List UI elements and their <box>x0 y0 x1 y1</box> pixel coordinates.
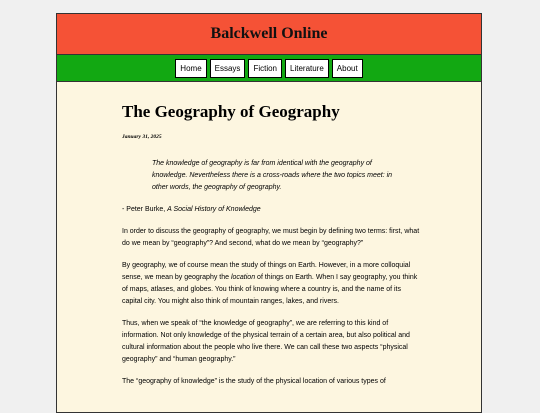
paragraph-3: Thus, when we speak of “the knowledge of geography”, we are referring to this kind of information. Not only knowledge of the physical terrain of a certain area, but also political and cultural information about the people who live there. We can call these two aspects “physical geography” and “human geography.” <box>122 320 410 363</box>
paragraph-2-part-b: of things on Earth. When I say geography, you think of maps, atlases, and globes. You think of knowing where a country is, and the name of its capital city. You might also think of mountain ranges, lakes, and rivers. <box>122 274 418 305</box>
nav-literature-link[interactable]: Literature <box>285 59 329 78</box>
paragraph-2-emphasis: location <box>230 274 256 281</box>
site-title: Balckwell Online <box>210 25 328 42</box>
article-date: January 31, 2025 <box>122 134 162 140</box>
attribution-book-title: A Social History of Knowledge <box>167 206 261 213</box>
paragraph-4: The “geography of knowledge” is the study of the physical location of various types of <box>122 378 386 385</box>
paragraph-2-part-a: By geography, we of course mean the study of things on Earth. However, in a more colloquial sense, we mean by geography the <box>122 262 411 281</box>
quote-attribution <box>122 204 422 216</box>
site-header <box>57 14 481 55</box>
paragraph-2 <box>122 260 422 308</box>
nav-home-link[interactable]: Home <box>175 59 206 78</box>
page-frame <box>56 13 482 413</box>
article-title: The Geography of Geography <box>122 102 340 121</box>
nav-fiction-link[interactable]: Fiction <box>248 59 282 78</box>
article <box>122 102 422 388</box>
paragraph-1: In order to discuss the geography of geography, we must begin by defining two terms: first, what do we mean by “geography”? And second, what do we mean by “geography?” <box>122 228 420 247</box>
attribution-author: - Peter Burke, <box>122 206 168 213</box>
nav-bar <box>57 55 481 82</box>
epigraph-quote: The knowledge of geography is far from identical with the geography of knowledge. Nevertheless there is a cross-roads where the two topics meet: in other words, the geography of geography. <box>152 160 393 191</box>
nav-about-link[interactable]: About <box>332 59 363 78</box>
nav-essays-link[interactable]: Essays <box>210 59 246 78</box>
